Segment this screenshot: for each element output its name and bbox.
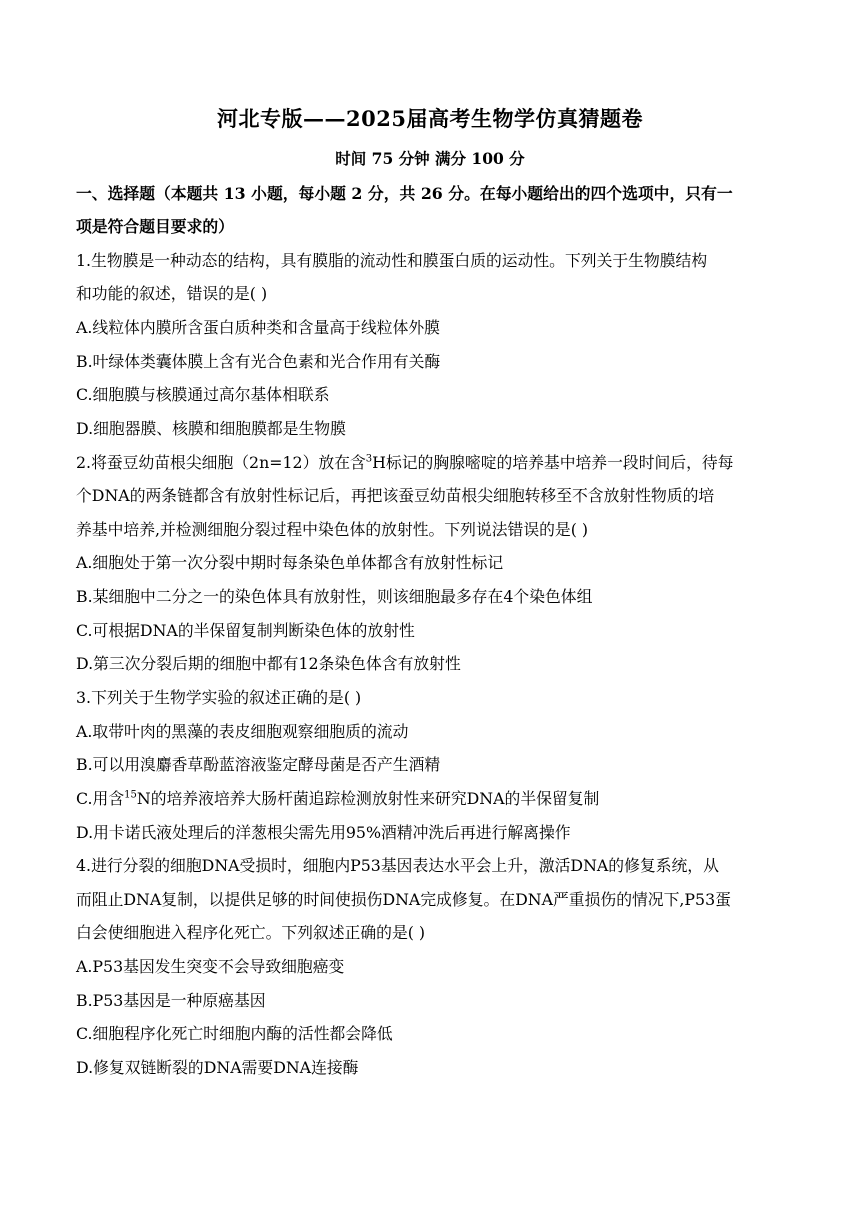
section-heading-line-1: 一、选择题（本题共 13 小题，每小题 2 分，共 26 分。在每小题给出的四个选项中，只有一	[76, 184, 733, 203]
page-title: 河北专版——2025届高考生物学仿真猜题卷	[217, 106, 643, 131]
question-3-option-a: A.取带叶肉的黑藻的表皮细胞观察细胞质的流动	[76, 722, 409, 741]
question-4-option-c: C.细胞程序化死亡时细胞内酶的活性都会降低	[76, 1024, 393, 1043]
question-3-option-d: D.用卡诺氏液处理后的洋葱根尖需先用95%酒精冲洗后再进行解离操作	[76, 823, 571, 842]
question-3-stem: 3.下列关于生物学实验的叙述正确的是( )	[76, 688, 362, 707]
question-1-stem-line-2: 和功能的叙述，错误的是( )	[76, 284, 268, 303]
question-4-stem-line-3: 白会使细胞进入程序化死亡。下列叙述正确的是( )	[76, 923, 426, 942]
question-2-option-c: C.可根据DNA的半保留复制判断染色体的放射性	[76, 621, 415, 640]
question-2-stem-line-3: 养基中培养,并检测细胞分裂过程中染色体的放射性。下列说法错误的是( )	[76, 520, 589, 539]
question-4-option-a: A.P53基因发生突变不会导致细胞癌变	[76, 957, 345, 976]
question-2-stem-line-2: 个DNA的两条链都含有放射性标记后，再把该蚕豆幼苗根尖细胞转移至不含放射性物质的培	[76, 486, 715, 505]
question-3-option-c: C.用含$^{15}$N的培养液培养大肠杆菌追踪检测放射性来研究DNA的半保留复制	[76, 789, 600, 808]
question-2-option-a: A.细胞处于第一次分裂中期时每条染色单体都含有放射性标记	[76, 553, 504, 572]
question-2-stem-line-1: 2.将蚕豆幼苗根尖细胞（2n=12）放在含$^3$H标记的胸腺嘧啶的培养基中培养一段时间后，待每	[76, 453, 734, 472]
question-4-option-d: D.修复双链断裂的DNA需要DNA连接酶	[76, 1058, 359, 1077]
question-1-option-c: C.细胞膜与核膜通过高尔基体相联系	[76, 385, 330, 404]
question-1-option-b: B.叶绿体类囊体膜上含有光合色素和光合作用有关酶	[76, 352, 441, 371]
section-heading-line-2: 项是符合题目要求的）	[76, 217, 234, 236]
question-1-stem-line-1: 1.生物膜是一种动态的结构，具有膜脂的流动性和膜蛋白质的运动性。下列关于生物膜结构	[76, 251, 708, 270]
question-1-option-a: A.线粒体内膜所含蛋白质种类和含量高于线粒体外膜	[76, 318, 440, 337]
question-2-option-b: B.某细胞中二分之一的染色体具有放射性，则该细胞最多存在4个染色体组	[76, 587, 593, 606]
question-4-stem-line-1: 4.进行分裂的细胞DNA受损时，细胞内P53基因表达水平会上升，激活DNA的修复系统，从	[76, 856, 719, 875]
question-3-option-b: B.可以用溴麝香草酚蓝溶液鉴定酵母菌是否产生酒精	[76, 755, 441, 774]
question-4-option-b: B.P53基因是一种原癌基因	[76, 991, 266, 1010]
question-4-stem-line-2: 而阻止DNA复制，以提供足够的时间使损伤DNA完成修复。在DNA严重损伤的情况下,P53蛋	[76, 890, 731, 909]
question-2-option-d: D.第三次分裂后期的细胞中都有12条染色体含有放射性	[76, 654, 461, 673]
question-1-option-d: D.细胞器膜、核膜和细胞膜都是生物膜	[76, 419, 346, 438]
exam-time-score: 时间 75 分钟 满分 100 分	[335, 149, 525, 168]
